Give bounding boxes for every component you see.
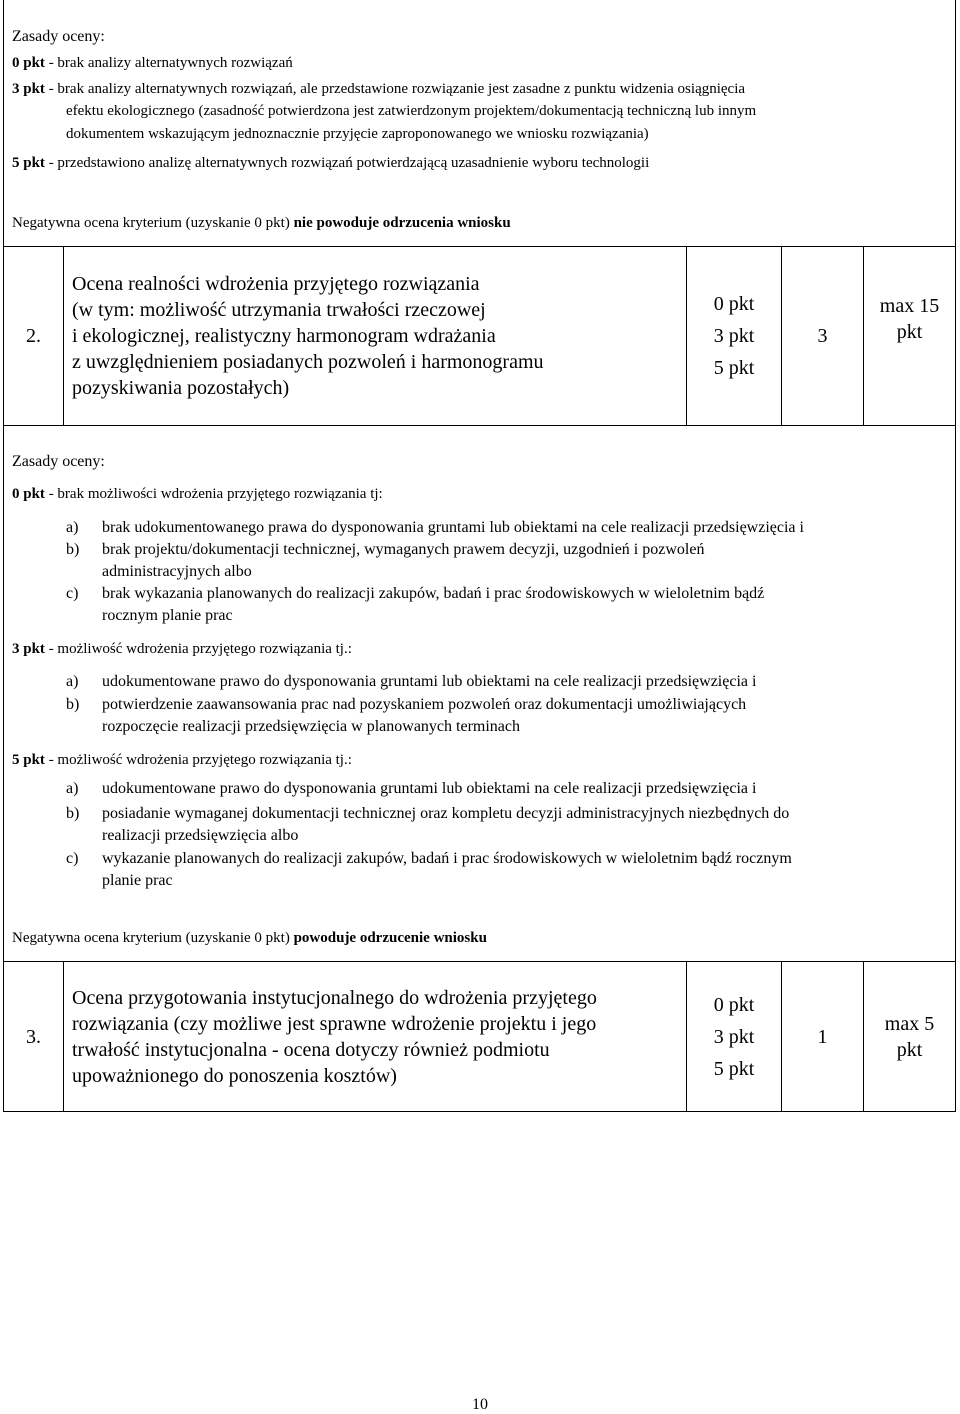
list-text: wykazanie planowanych do realizacji zakupów, badań i prac środowiskowych w wieloletnim bądź rocznym xyxy=(102,850,792,867)
desc-line: i ekologicznej, realistyczny harmonogram wdrażania xyxy=(72,325,496,347)
section2-negative-note xyxy=(12,928,487,948)
criterion-weight: 1 xyxy=(782,962,864,1111)
desc-line: Ocena przygotowania instytucjonalnego do wdrożenia przyjętego xyxy=(72,986,597,1009)
p3-points: 3 pkt xyxy=(12,81,45,97)
list-text: planie prac xyxy=(102,872,173,889)
criterion-number: 2. xyxy=(4,247,64,425)
negative-bold: nie powoduje odrzucenia wniosku xyxy=(293,215,511,231)
criterion-points xyxy=(687,962,782,1111)
section1-p0 xyxy=(12,53,293,73)
section2-p5 xyxy=(12,750,352,770)
max-line: pkt xyxy=(896,321,923,343)
criterion-points xyxy=(687,247,782,425)
points-option: 3 pkt xyxy=(713,325,755,347)
list-label: c) xyxy=(66,850,79,867)
list-label: c) xyxy=(66,585,79,602)
section1-criteria-box xyxy=(3,0,956,247)
list-text: brak projektu/dokumentacji technicznej, wymaganych prawem decyzji, uzgodnień i pozwoleń xyxy=(102,541,705,558)
criterion-max xyxy=(864,247,955,425)
p5-text: - przedstawiono analizę alternatywnych rozwiązań potwierdzającą uzasadnienie wyboru technologii xyxy=(44,155,650,171)
p5-points: 5 pkt xyxy=(12,155,45,171)
list-label: b) xyxy=(66,696,80,713)
p0-points: 0 pkt xyxy=(12,486,45,502)
list-text: potwierdzenie zaawansowania prac nad pozyskaniem pozwoleń oraz dokumentacji umożliwiających xyxy=(102,696,747,713)
desc-line: z uwzględnieniem posiadanych pozwoleń i harmonogramu xyxy=(72,351,544,373)
criterion-description xyxy=(64,962,687,1111)
list-label: a) xyxy=(66,673,79,690)
desc-line: pozyskiwania pozostałych) xyxy=(72,377,290,399)
max-line: max 5 xyxy=(884,1012,935,1035)
list-text: brak udokumentowanego prawa do dysponowania gruntami lub obiektami na cele realizacji przedsięwzięcia i xyxy=(102,519,804,536)
p3-text: - możliwość wdrożenia przyjętego rozwiązania tj.: xyxy=(44,641,352,657)
page-number: 10 xyxy=(472,1396,488,1413)
desc-line: Ocena realności wdrożenia przyjętego rozwiązania xyxy=(72,273,480,295)
p3-points: 3 pkt xyxy=(12,641,45,657)
list-label: b) xyxy=(66,541,80,558)
desc-line: (w tym: możliwość utrzymania trwałości rzeczowej xyxy=(72,299,486,321)
max-line: pkt xyxy=(896,1038,923,1061)
p5-text: - możliwość wdrożenia przyjętego rozwiązania tj.: xyxy=(44,752,352,768)
criterion-max xyxy=(864,962,955,1111)
section1-p3-line3: dokumentem wskazującym jednoznacznie przyjęcie zaproponowanego we wniosku rozwiązania) xyxy=(66,126,649,142)
points-option: 0 pkt xyxy=(713,993,755,1016)
criterion-row-2 xyxy=(3,246,956,426)
points-option: 0 pkt xyxy=(713,293,755,315)
section2-criteria-box xyxy=(3,425,956,962)
section1-p3-line1 xyxy=(12,79,745,99)
list-text: realizacji przedsięwzięcia albo xyxy=(102,827,299,844)
points-option: 3 pkt xyxy=(713,1025,755,1048)
p0-points: 0 pkt xyxy=(12,55,45,71)
list-label: b) xyxy=(66,805,80,822)
list-text: rocznym planie prac xyxy=(102,607,233,624)
list-text: udokumentowane prawo do dysponowania gruntami lub obiektami na cele realizacji przedsięwzięcia i xyxy=(102,780,757,797)
list-text: brak wykazania planowanych do realizacji zakupów, badań i prac środowiskowych w wieloletnim bądź xyxy=(102,585,765,602)
section1-p5 xyxy=(12,153,649,173)
list-text: posiadanie wymaganej dokumentacji technicznej oraz kompletu decyzji administracyjnych niezbędnych do xyxy=(102,805,790,822)
section1-p3-line2: efektu ekologicznego (zasadność potwierdzona jest zatwierdzonym projektem/dokumentacją techniczną lub innym xyxy=(66,103,757,119)
criterion-number: 3. xyxy=(4,962,64,1111)
negative-bold: powoduje odrzucenie wniosku xyxy=(293,930,487,946)
section1-negative-note xyxy=(12,213,511,233)
criterion-weight: 3 xyxy=(782,247,864,425)
list-text: rozpoczęcie realizacji przedsięwzięcia w planowanych terminach xyxy=(102,718,520,735)
desc-line: trwałość instytucjonalna - ocena dotyczy również podmiotu xyxy=(72,1038,550,1061)
list-label: a) xyxy=(66,519,79,536)
p0-text: - brak możliwości wdrożenia przyjętego rozwiązania tj: xyxy=(44,486,383,502)
points-option: 5 pkt xyxy=(713,1057,755,1080)
negative-prefix: Negatywna ocena kryterium (uzyskanie 0 pkt) xyxy=(12,215,294,231)
criterion-description-text xyxy=(72,271,544,401)
section1-zasady-title: Zasady oceny: xyxy=(12,28,105,45)
p0-text: - brak analizy alternatywnych rozwiązań xyxy=(44,55,293,71)
list-text: administracyjnych albo xyxy=(102,563,252,580)
desc-line: upoważnionego do ponoszenia kosztów) xyxy=(72,1064,397,1087)
p3-text-line: - brak analizy alternatywnych rozwiązań, ale przedstawione rozwiązanie jest zasadne z punktu widzenia osiągnięcia xyxy=(44,81,746,97)
criterion-description xyxy=(64,247,687,425)
negative-prefix: Negatywna ocena kryterium (uzyskanie 0 pkt) xyxy=(12,930,294,946)
desc-line: rozwiązania (czy możliwe jest sprawne wdrożenie projektu i jego xyxy=(72,1012,597,1035)
list-label: a) xyxy=(66,780,79,797)
p5-points: 5 pkt xyxy=(12,752,45,768)
list-text: udokumentowane prawo do dysponowania gruntami lub obiektami na cele realizacji przedsięwzięcia i xyxy=(102,673,757,690)
section2-p3 xyxy=(12,639,352,659)
max-line: max 15 xyxy=(879,295,940,317)
points-option: 5 pkt xyxy=(713,357,755,379)
section2-zasady-title: Zasady oceny: xyxy=(12,453,105,470)
section2-p0 xyxy=(12,484,383,504)
criterion-row-3 xyxy=(3,961,956,1112)
criterion-description-text xyxy=(72,985,597,1089)
